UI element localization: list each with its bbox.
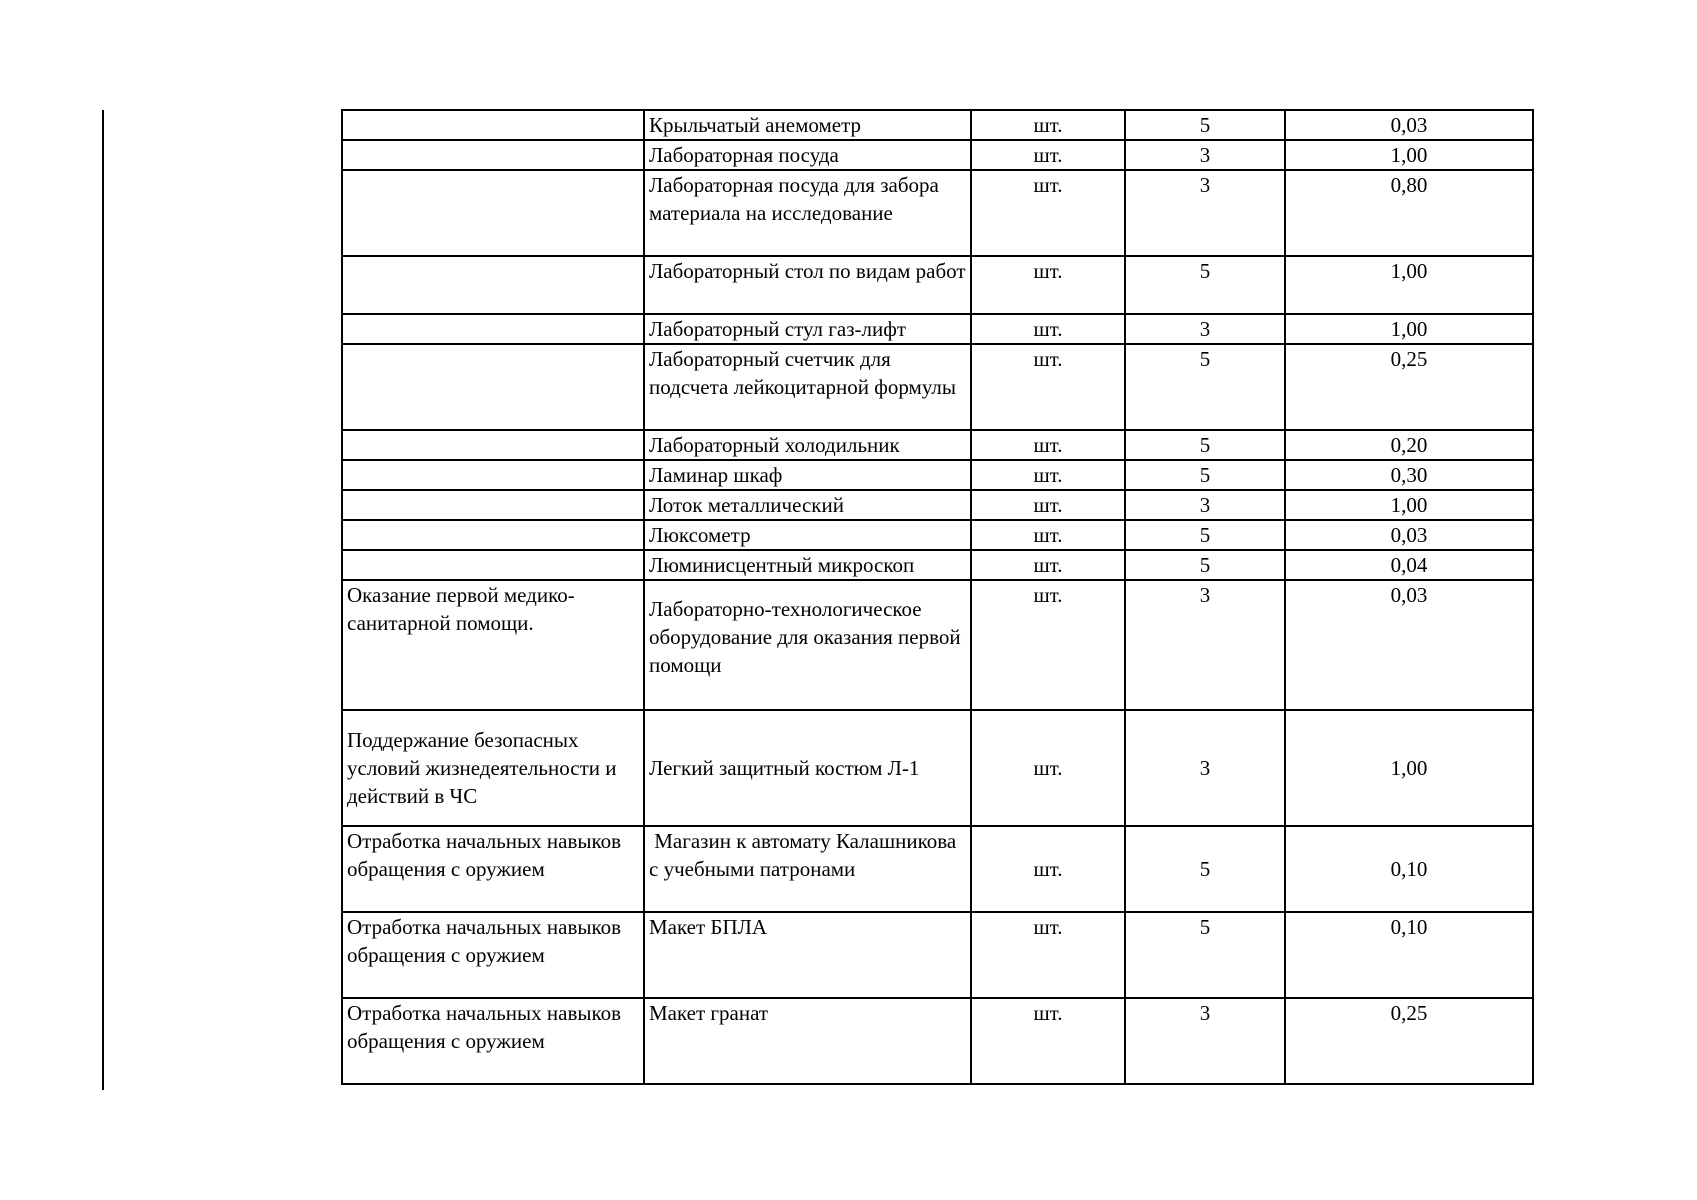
item-cell: Лабораторная посуда: [644, 140, 971, 170]
table-row: [342, 520, 1533, 550]
qty-cell: 5: [1125, 460, 1285, 490]
section-cell: [342, 314, 644, 344]
section-cell: [342, 110, 644, 140]
section-cell: [342, 430, 644, 460]
item-cell: Макет БПЛА: [644, 912, 971, 998]
item-cell: Магазин к автомату Калашникова с учебными патронами: [644, 826, 971, 912]
qty-cell: 3: [1125, 140, 1285, 170]
qty-cell: 3: [1125, 580, 1285, 710]
unit-cell: шт.: [971, 710, 1125, 826]
item-cell: Лабораторный стул газ-лифт: [644, 314, 971, 344]
coef-cell: 0,03: [1285, 110, 1533, 140]
table-row: [342, 430, 1533, 460]
coef-cell: 0,04: [1285, 550, 1533, 580]
table-row: [342, 490, 1533, 520]
section-cell: [342, 344, 644, 430]
section-cell: [342, 170, 644, 256]
table-row: [342, 710, 1533, 826]
item-cell: Лоток металлический: [644, 490, 971, 520]
section-cell: [342, 140, 644, 170]
section-cell: [342, 460, 644, 490]
table-row: [342, 998, 1533, 1084]
qty-cell: 5: [1125, 520, 1285, 550]
unit-cell: шт.: [971, 460, 1125, 490]
section-cell: Отработка начальных навыков обращения с оружием: [342, 998, 644, 1084]
table-row: [342, 580, 1533, 710]
item-cell: Лабораторный холодильник: [644, 430, 971, 460]
table-row: [342, 170, 1533, 256]
unit-cell: шт.: [971, 490, 1125, 520]
page-margin-line: [102, 110, 104, 1090]
qty-cell: 5: [1125, 826, 1285, 912]
coef-cell: 0,80: [1285, 170, 1533, 256]
table-row: [342, 256, 1533, 314]
qty-cell: 3: [1125, 170, 1285, 256]
unit-cell: шт.: [971, 520, 1125, 550]
item-cell: Ламинар шкаф: [644, 460, 971, 490]
table-row: [342, 550, 1533, 580]
qty-cell: 5: [1125, 912, 1285, 998]
unit-cell: шт.: [971, 550, 1125, 580]
unit-cell: шт.: [971, 344, 1125, 430]
unit-cell: шт.: [971, 256, 1125, 314]
qty-cell: 5: [1125, 344, 1285, 430]
section-cell: [342, 520, 644, 550]
table-row: [342, 826, 1533, 912]
coef-cell: 0,03: [1285, 520, 1533, 550]
unit-cell: шт.: [971, 314, 1125, 344]
qty-cell: 3: [1125, 710, 1285, 826]
coef-cell: 1,00: [1285, 710, 1533, 826]
unit-cell: шт.: [971, 140, 1125, 170]
unit-cell: шт.: [971, 826, 1125, 912]
unit-cell: шт.: [971, 430, 1125, 460]
coef-cell: 1,00: [1285, 256, 1533, 314]
table-row: [342, 344, 1533, 430]
qty-cell: 5: [1125, 430, 1285, 460]
item-cell: Люминисцентный микроскоп: [644, 550, 971, 580]
unit-cell: шт.: [971, 998, 1125, 1084]
item-cell: Лабораторно-технологическое оборудование для оказания первой помощи: [644, 580, 971, 710]
coef-cell: 0,20: [1285, 430, 1533, 460]
table-row: [342, 140, 1533, 170]
qty-cell: 3: [1125, 490, 1285, 520]
section-cell: Отработка начальных навыков обращения с оружием: [342, 826, 644, 912]
section-cell: [342, 550, 644, 580]
section-cell: Оказание первой медико-санитарной помощи.: [342, 580, 644, 710]
coef-cell: 0,30: [1285, 460, 1533, 490]
item-cell: Люксометр: [644, 520, 971, 550]
item-cell: Лабораторная посуда для забора материала на исследование: [644, 170, 971, 256]
item-cell: Лабораторный стол по видам работ: [644, 256, 971, 314]
coef-cell: 0,10: [1285, 826, 1533, 912]
coef-cell: 1,00: [1285, 314, 1533, 344]
unit-cell: шт.: [971, 170, 1125, 256]
qty-cell: 5: [1125, 256, 1285, 314]
coef-cell: 0,03: [1285, 580, 1533, 710]
coef-cell: 0,10: [1285, 912, 1533, 998]
coef-cell: 1,00: [1285, 140, 1533, 170]
item-cell: Макет гранат: [644, 998, 971, 1084]
item-cell: Лабораторный счетчик для подсчета лейкоцитарной формулы: [644, 344, 971, 430]
unit-cell: шт.: [971, 580, 1125, 710]
qty-cell: 5: [1125, 110, 1285, 140]
unit-cell: шт.: [971, 110, 1125, 140]
coef-cell: 0,25: [1285, 998, 1533, 1084]
table-row: [342, 460, 1533, 490]
table-row: [342, 110, 1533, 140]
table-row: [342, 314, 1533, 344]
table-row: [342, 912, 1533, 998]
qty-cell: 3: [1125, 998, 1285, 1084]
item-cell: Легкий защитный костюм Л-1: [644, 710, 971, 826]
coef-cell: 0,25: [1285, 344, 1533, 430]
qty-cell: 5: [1125, 550, 1285, 580]
qty-cell: 3: [1125, 314, 1285, 344]
section-cell: Поддержание безопасных условий жизнедеятельности и действий в ЧС: [342, 710, 644, 826]
coef-cell: 1,00: [1285, 490, 1533, 520]
section-cell: [342, 256, 644, 314]
equipment-table: [341, 109, 1534, 1085]
item-cell: Крыльчатый анемометр: [644, 110, 971, 140]
unit-cell: шт.: [971, 912, 1125, 998]
section-cell: [342, 490, 644, 520]
section-cell: Отработка начальных навыков обращения с оружием: [342, 912, 644, 998]
